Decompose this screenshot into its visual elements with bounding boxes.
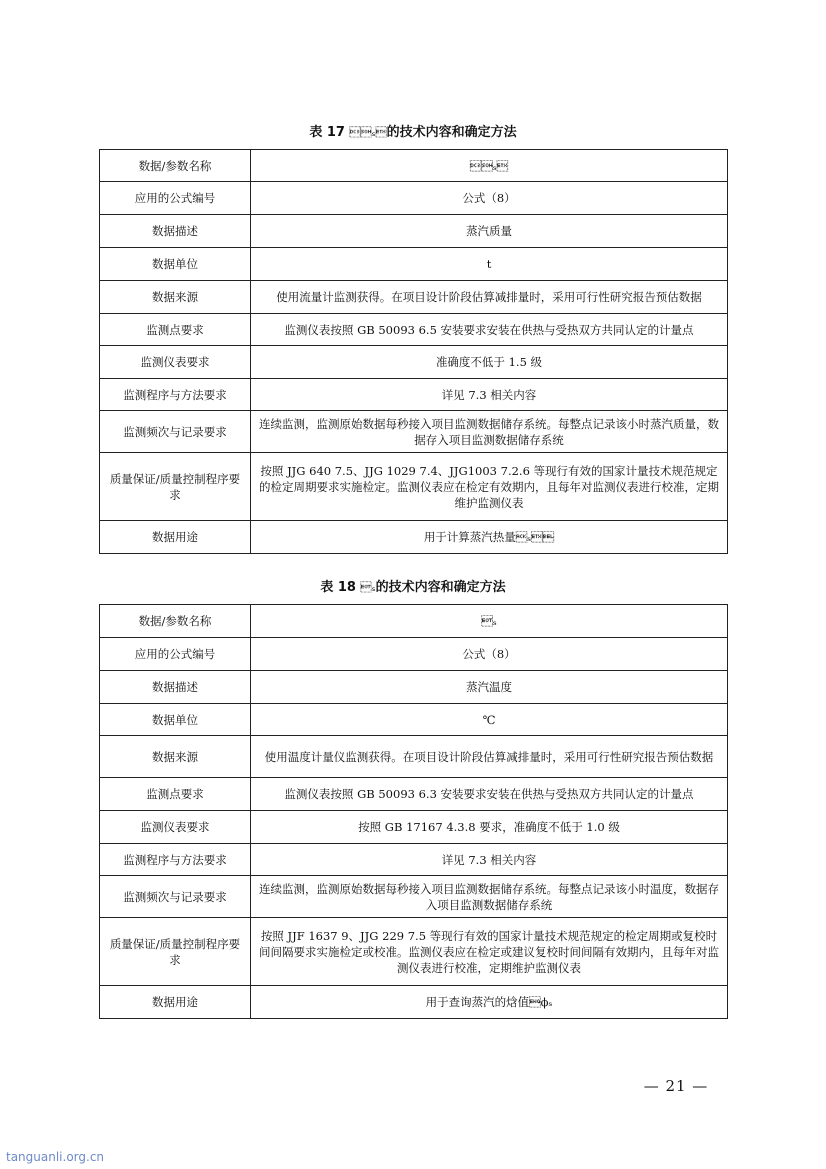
row-value: 监测仪表按照 GB 50093 6.5 安装要求安装在供热与受热双方共同认定的计量点 bbox=[251, 314, 728, 346]
row-key: 数据来源 bbox=[100, 736, 251, 778]
table-row bbox=[100, 521, 728, 554]
row-key: 应用的公式编号 bbox=[100, 638, 251, 671]
table-17-caption bbox=[0, 121, 826, 140]
row-value: 准确度不低于 1.5 级 bbox=[251, 346, 728, 379]
table-18-caption-suffix: 的技术内容和确定方法 bbox=[375, 580, 506, 595]
row-value: 连续监测，监测原始数据每秒接入项目监测数据储存系统。每整点记录该小时温度，数据存入项目监测数据储存系统 bbox=[251, 876, 728, 918]
row-value: 公式（8） bbox=[251, 182, 728, 215]
table-17-caption-suffix: 的技术内容和确定方法 bbox=[386, 125, 517, 140]
row-value: 使用温度计量仪监测获得。在项目设计阶段估算减排量时，采用可行性研究报告预估数据 bbox=[251, 736, 728, 778]
table-row bbox=[100, 811, 728, 844]
row-key: 质量保证/质量控制程序要求 bbox=[100, 918, 251, 986]
watermark-text: tanguanli.org.cn bbox=[6, 1150, 105, 1164]
row-key: 应用的公式编号 bbox=[100, 182, 251, 215]
table-18-body bbox=[100, 605, 728, 1019]
table-17 bbox=[99, 149, 728, 554]
table-18-caption bbox=[0, 576, 826, 595]
table-row bbox=[100, 215, 728, 248]
table-row bbox=[100, 605, 728, 638]
table-row bbox=[100, 248, 728, 281]
row-value: 连续监测，监测原始数据每秒接入项目监测数据储存系统。每整点记录该小时蒸汽质量，数据存入项目监测数据储存系统 bbox=[251, 411, 728, 453]
row-key: 监测仪表要求 bbox=[100, 346, 251, 379]
table-row bbox=[100, 379, 728, 411]
row-key: 监测频次与记录要求 bbox=[100, 876, 251, 918]
row-key: 数据单位 bbox=[100, 704, 251, 736]
table-row bbox=[100, 876, 728, 918]
row-key: 数据单位 bbox=[100, 248, 251, 281]
row-key: 数据用途 bbox=[100, 986, 251, 1019]
row-key: 监测点要求 bbox=[100, 314, 251, 346]
row-value: 按照 GB 17167 4.3.8 要求，准确度不低于 1.0 级 bbox=[251, 811, 728, 844]
table-row bbox=[100, 281, 728, 314]
row-value: 按照 JJG 640 7.5、JJG 1029 7.4、JJG1003 7.2.6 等现行有效的国家计量技术规范规定的检定周期要求实施检定。监测仪表应在检定有效期内，且每年对监测仪表进行校准，定期维护监测仪表 bbox=[251, 453, 728, 521]
row-value: 监测仪表按照 GB 50093 6.3 安装要求安装在供热与受热双方共同认定的计量点 bbox=[251, 778, 728, 811]
row-key: 数据用途 bbox=[100, 521, 251, 554]
table-row bbox=[100, 778, 728, 811]
table-row bbox=[100, 671, 728, 704]
table-17-caption-prefix: 表 17 bbox=[309, 125, 345, 140]
row-value: 详见 7.3 相关内容 bbox=[251, 379, 728, 411]
table-row bbox=[100, 638, 728, 671]
table-row bbox=[100, 844, 728, 876]
row-value: ₛ bbox=[251, 150, 728, 182]
table-row bbox=[100, 704, 728, 736]
row-key: 质量保证/质量控制程序要求 bbox=[100, 453, 251, 521]
row-value: 详见 7.3 相关内容 bbox=[251, 844, 728, 876]
row-value: 用于计算蒸汽热量ₛ bbox=[251, 521, 728, 554]
row-key: 数据/参数名称 bbox=[100, 605, 251, 638]
row-value: 按照 JJF 1637 9、JJG 229 7.5 等现行有效的国家计量技术规范规定的检定周期或复校时间间隔要求实施检定或校准。监测仪表应在检定或建议复校时间间隔有效期内，且每年对监测仪表进行校准，定期维护监测仪表 bbox=[251, 918, 728, 986]
table-17-body bbox=[100, 150, 728, 554]
row-value: 蒸汽温度 bbox=[251, 671, 728, 704]
table-row bbox=[100, 182, 728, 215]
row-value: ℃ bbox=[251, 704, 728, 736]
table-row bbox=[100, 453, 728, 521]
row-key: 数据来源 bbox=[100, 281, 251, 314]
row-key: 数据描述 bbox=[100, 215, 251, 248]
row-key: 监测仪表要求 bbox=[100, 811, 251, 844]
row-value: 公式（8） bbox=[251, 638, 728, 671]
row-value: ₛ bbox=[251, 605, 728, 638]
table-18-caption-prefix: 表 18 bbox=[320, 580, 356, 595]
table-row bbox=[100, 150, 728, 182]
row-key: 数据描述 bbox=[100, 671, 251, 704]
table-row bbox=[100, 918, 728, 986]
table-row bbox=[100, 736, 728, 778]
table-row bbox=[100, 346, 728, 379]
table-18-caption-symbol: ₛ bbox=[360, 581, 376, 594]
table-row bbox=[100, 314, 728, 346]
row-value: t bbox=[251, 248, 728, 281]
row-key: 监测程序与方法要求 bbox=[100, 379, 251, 411]
row-value: 使用流量计监测获得。在项目设计阶段估算减排量时，采用可行性研究报告预估数据 bbox=[251, 281, 728, 314]
page-number: — 21 — bbox=[643, 1077, 709, 1095]
table-row bbox=[100, 986, 728, 1019]
table-18 bbox=[99, 604, 728, 1019]
table-17-caption-symbol: ₛ bbox=[349, 126, 387, 139]
row-value: 用于查询蒸汽的焓值ϕₛ bbox=[251, 986, 728, 1019]
row-key: 数据/参数名称 bbox=[100, 150, 251, 182]
row-value: 蒸汽质量 bbox=[251, 215, 728, 248]
row-key: 监测程序与方法要求 bbox=[100, 844, 251, 876]
row-key: 监测频次与记录要求 bbox=[100, 411, 251, 453]
row-key: 监测点要求 bbox=[100, 778, 251, 811]
table-row bbox=[100, 411, 728, 453]
